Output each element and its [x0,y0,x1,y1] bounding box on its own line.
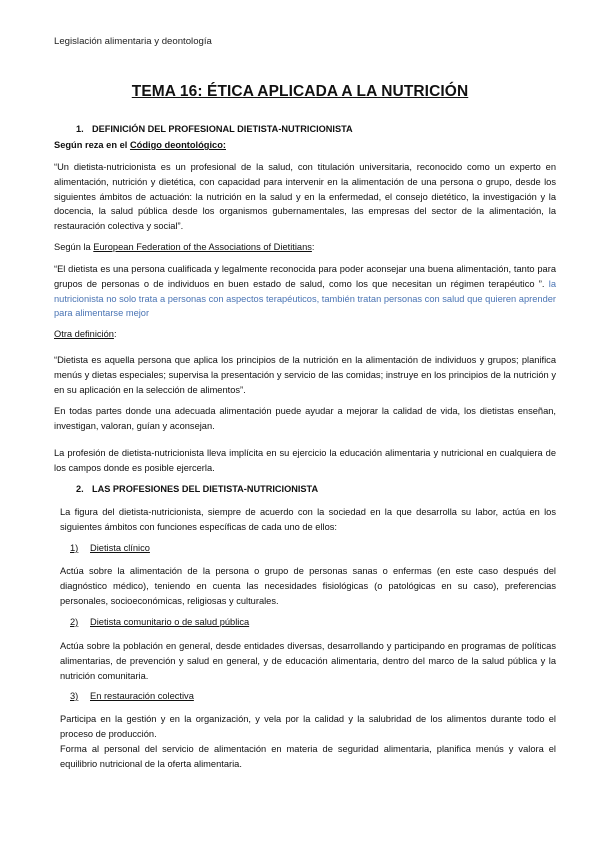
clinical-text: Actúa sobre la alimentación de la persona o grupo de personas sanas o enfermas (en este caso después del diagnóstico médico), teniendo en cuenta las necesidades fisiológicas (o patológicas en su caso), preferencias personales, socioeconómicas, religiosas y culturales. [60,566,556,606]
sub-title: En restauración colectiva [90,691,194,701]
code-intro [54,138,556,153]
other-definition-suffix: : [113,329,117,339]
other-definition-label [54,327,556,342]
sub-title: Dietista clínico [90,543,150,553]
sub-number: 3) [70,691,79,701]
sub-heading-clinical [70,543,150,553]
code-link[interactable]: Código deontológico: [129,140,226,150]
section-2-intro: La figura del dietista-nutricionista, siempre de acuerdo con la sociedad en la que desarrolla su labor, actúa en los siguientes ámbitos con funciones específicas de cada uno de ellos: [60,507,556,532]
efad-prefix: Según la [54,242,94,252]
quote-code: “Un dietista-nutricionista es un profesional de la salud, con titulación universitaria, reconocido como un experto en alimentación, nutrición y dietética, con capacidad para intervenir en la alimentación de una persona o grupo, desde los siguientes ámbitos de actuación: la nutrición en la salud y en la enfermedad, el consejo dietético, la investigación y la docencia, la salud pública desde los organismos gubernamentales, las empresas del sector de la alimentación, la restauración colectiva y social”. [54,162,556,232]
catering-text-1: Participa en la gestión y en la organización, y vela por la calidad y la salubridad de los alimentos durante todo el proceso de producción. [60,714,556,739]
efad-link[interactable]: European Federation of the Associations of Dietitians [93,242,312,252]
section-2-heading [76,484,318,494]
catering-text-2: Forma al personal del servicio de alimentación en materia de seguridad alimentaria, planifica menús y valora el equilibrio nutricional de la oferta alimentaria. [60,744,556,769]
section-2-number: 2. [76,484,84,494]
running-header: Legislación alimentaria y deontología [54,36,212,47]
section-1-title: DEFINICIÓN DEL PROFESIONAL DIETISTA-NUTRICIONISTA [92,124,353,134]
sub-number: 1) [70,543,79,553]
other-definition-link: Otra definición [54,329,114,339]
quote-other: “Dietista es aquella persona que aplica los principios de la nutrición en la alimentación de individuos y grupos; planifica menús y dietas especiales; supervisa la presentación y servicio de las comidas; instruye en los principios de la nutrición y en su aplicación en la selección de alimentos”. [54,355,556,395]
annotation-note: la nutricionista no solo trata a personas con aspectos terapéuticos, también tratan personas con salud que quieren aprender para alimentarse mejor [54,278,556,319]
section-1-number: 1. [76,124,84,134]
section-1-heading [76,124,353,134]
quote-efad [54,262,556,321]
efad-intro [54,240,556,255]
sub-heading-community [70,617,249,627]
community-text: Actúa sobre la población en general, desde entidades diversas, desarrollando y participando en programas de políticas alimentarias, de prevención y salud en general, y de educación alimentaria, dentro del marco de la salud pública y la nutrición comunitaria. [60,641,556,681]
sub-number: 2) [70,617,79,627]
paragraph-2: La profesión de dietista-nutricionista lleva implícita en su ejercicio la educación alimentaria y nutricional en cualquiera de los campos donde es posible ejercerla. [54,448,556,473]
quote-efad-text: “El dietista es una persona cualificada y legalmente reconocida para poder aconsejar una buena alimentación, tanto para grupos de personas o de individuos en buen estado de salud, como los que necesitan un régimen terapéutico ”. [54,264,556,289]
code-intro-prefix: Según reza en el [54,140,130,150]
paragraph-1: En todas partes donde una adecuada alimentación puede ayudar a mejorar la calidad de vida, los dietistas enseñan, investigan, valoran, guían y aconsejan. [54,406,556,431]
page-title: TEMA 16: ÉTICA APLICADA A LA NUTRICIÓN [131,83,469,100]
efad-suffix: : [311,242,315,252]
section-2-title: LAS PROFESIONES DEL DIETISTA-NUTRICIONISTA [92,484,319,494]
sub-title: Dietista comunitario o de salud pública [90,617,250,627]
sub-heading-catering [70,691,194,701]
